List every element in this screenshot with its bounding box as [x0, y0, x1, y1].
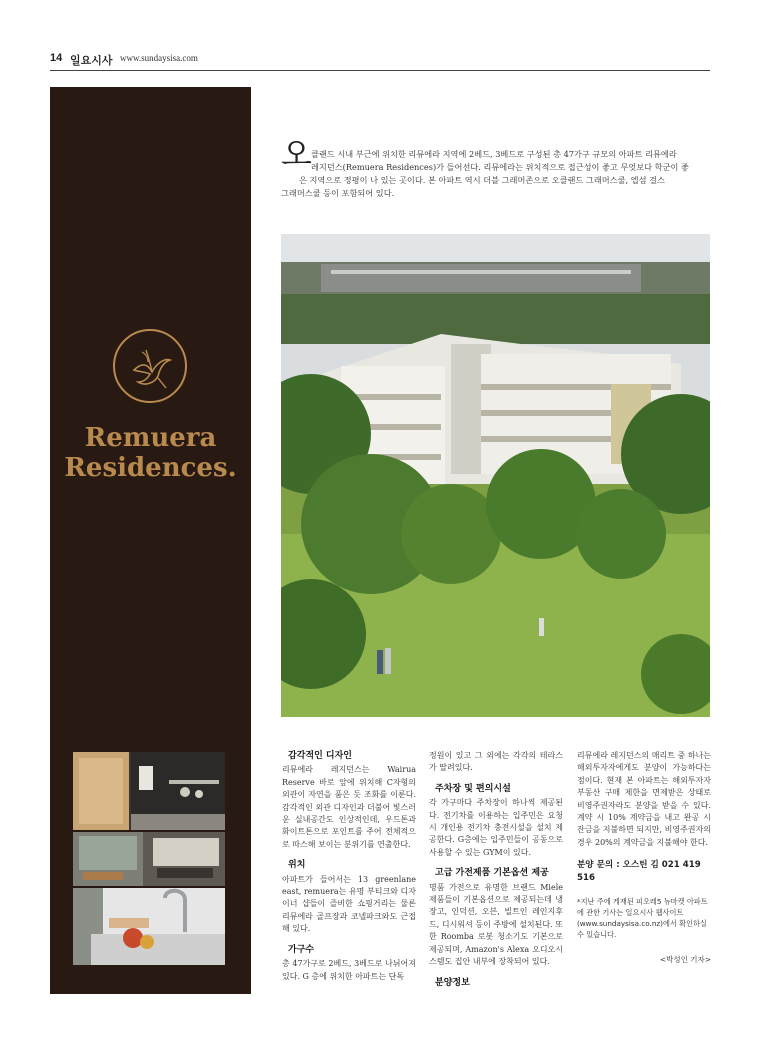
article-column-3 [577, 750, 711, 966]
section-paragraph: 총 47가구로 2베드, 3베드로 나뉘어져 있다. G 층에 위치한 아파트는 단독 [282, 959, 416, 981]
living-room-photo [73, 832, 225, 886]
sales-contact: 분양 문의 : 오스틴 김 021 419 516 [577, 860, 701, 883]
intro-line: 레지던스(Remuera Residences)가 들어선다. 리뮤에라는 위치적으로 접근성이 좋고 무엇보다 학군이 좋 [311, 162, 689, 172]
page-header [50, 52, 710, 68]
brand-title-line2: Residences. [64, 453, 237, 483]
intro-line: 클랜드 시내 부근에 위치한 리뮤에라 지역에 2베드, 3베드로 구성된 총 47가구 규모의 아파트 리뮤에라 [311, 149, 677, 159]
section-heading: 가구수 [288, 944, 315, 955]
section-heading: 감각적인 디자인 [288, 751, 352, 761]
section-heading: 주차장 및 편의시설 [435, 783, 511, 794]
section-paragraph: 리뮤에라 레지던스는 Wairua Reserve 바로 앞에 위치해 C자형의 외관이 자연을 품은 듯 조화를 이룬다. 감각적인 외관 디자인과 더불어 빛스러운 실내공간도 인상적인데, 우드톤과 화이트톤으로 포인트를 주어 전체적으로 따스해 보이는 분위기를 연출한다. [282, 765, 416, 849]
section-heading: 고급 가전제품 기본옵션 제공 [435, 868, 549, 879]
intro-paragraph [281, 148, 711, 200]
section-heading: 분양정보 [435, 977, 470, 988]
intro-line: 은 지역으로 정평이 나 있는 곳이다. 본 아파트 역시 더블 그래머존으로 오클랜드 그래머스쿨, 엡섬 걸스 [299, 175, 665, 185]
intro-dropcap: 오 [281, 135, 312, 173]
brand-title-line1: Remuera [84, 423, 217, 453]
article-column-2 [429, 750, 563, 991]
bird-logo-icon [112, 328, 188, 404]
section-paragraph: 명품 가전으로 유명한 브랜드 Miele 제품들이 기본옵션으로 제공되는데 냉장고, 인덕션, 오븐, 빌트인 레인지후드, 디시워셔 등이 주방에 설치된다. 또한 Roomba 로봇 청소기도 기본으로 제공되며, Amazon's Alexa 오디오시스템도 집안 내부에 장착되어 있다. [429, 882, 563, 967]
header-rule [50, 70, 710, 71]
section-paragraph: 리뮤에라 레지던스의 매리트 중 하나는 해외투자자에게도 분양이 가능하다는 점이다. 현재 본 아파트는 해외투자자 부동산 구매 제한을 면제받은 상태로 비영주권자라도 분양을 받을 수 있다. 계약 시 10% 계약금을 내고 완공 시 잔금을 지불하면 되지만, 비영주권자의 경우 20%의 계약금을 지불해야 한다. [577, 751, 711, 847]
related-article-note: *지난 주에 게재된 피오레5 뉴마켓 아파트에 관한 기사는 일요시사 웹사이트(www.sundaysisa.co.nz)에서 확인하실 수 있습니다. [577, 897, 708, 940]
kitchen-photo [73, 752, 225, 830]
section-paragraph: 아파트가 들어서는 13 greenlane east, remuera는 유명 부티크와 디자이너 샵들이 즐비한 쇼핑거리는 물론 리뮤에라 골프장과 코넬파크와도 근접해 있다. [282, 874, 416, 934]
section-heading: 위치 [288, 860, 306, 871]
intro-line: 그래머스쿨 등이 포함되어 있다. [281, 188, 395, 198]
publication-name: 일요시사 [70, 55, 113, 67]
reporter-byline: <박성인 기자> [659, 955, 711, 965]
publication-url: www.sundaysisa.com [120, 53, 198, 63]
apartment-rendering [281, 234, 710, 717]
section-paragraph: 정원이 있고 그 외에는 각각의 테라스가 딸려있다. [429, 751, 563, 773]
section-paragraph: 각 가구마다 주차장이 하나씩 제공된다. 전기차를 이용하는 입주민은 요청 시 개인용 전기차 충전시설을 설치 제공한다. G층에는 입주민들이 공동으로 사용할 수 있는 GYM이 있다. [429, 798, 563, 857]
article-column-1 [282, 750, 416, 983]
sink-photo [73, 888, 225, 965]
page-number: 14 [50, 52, 63, 64]
